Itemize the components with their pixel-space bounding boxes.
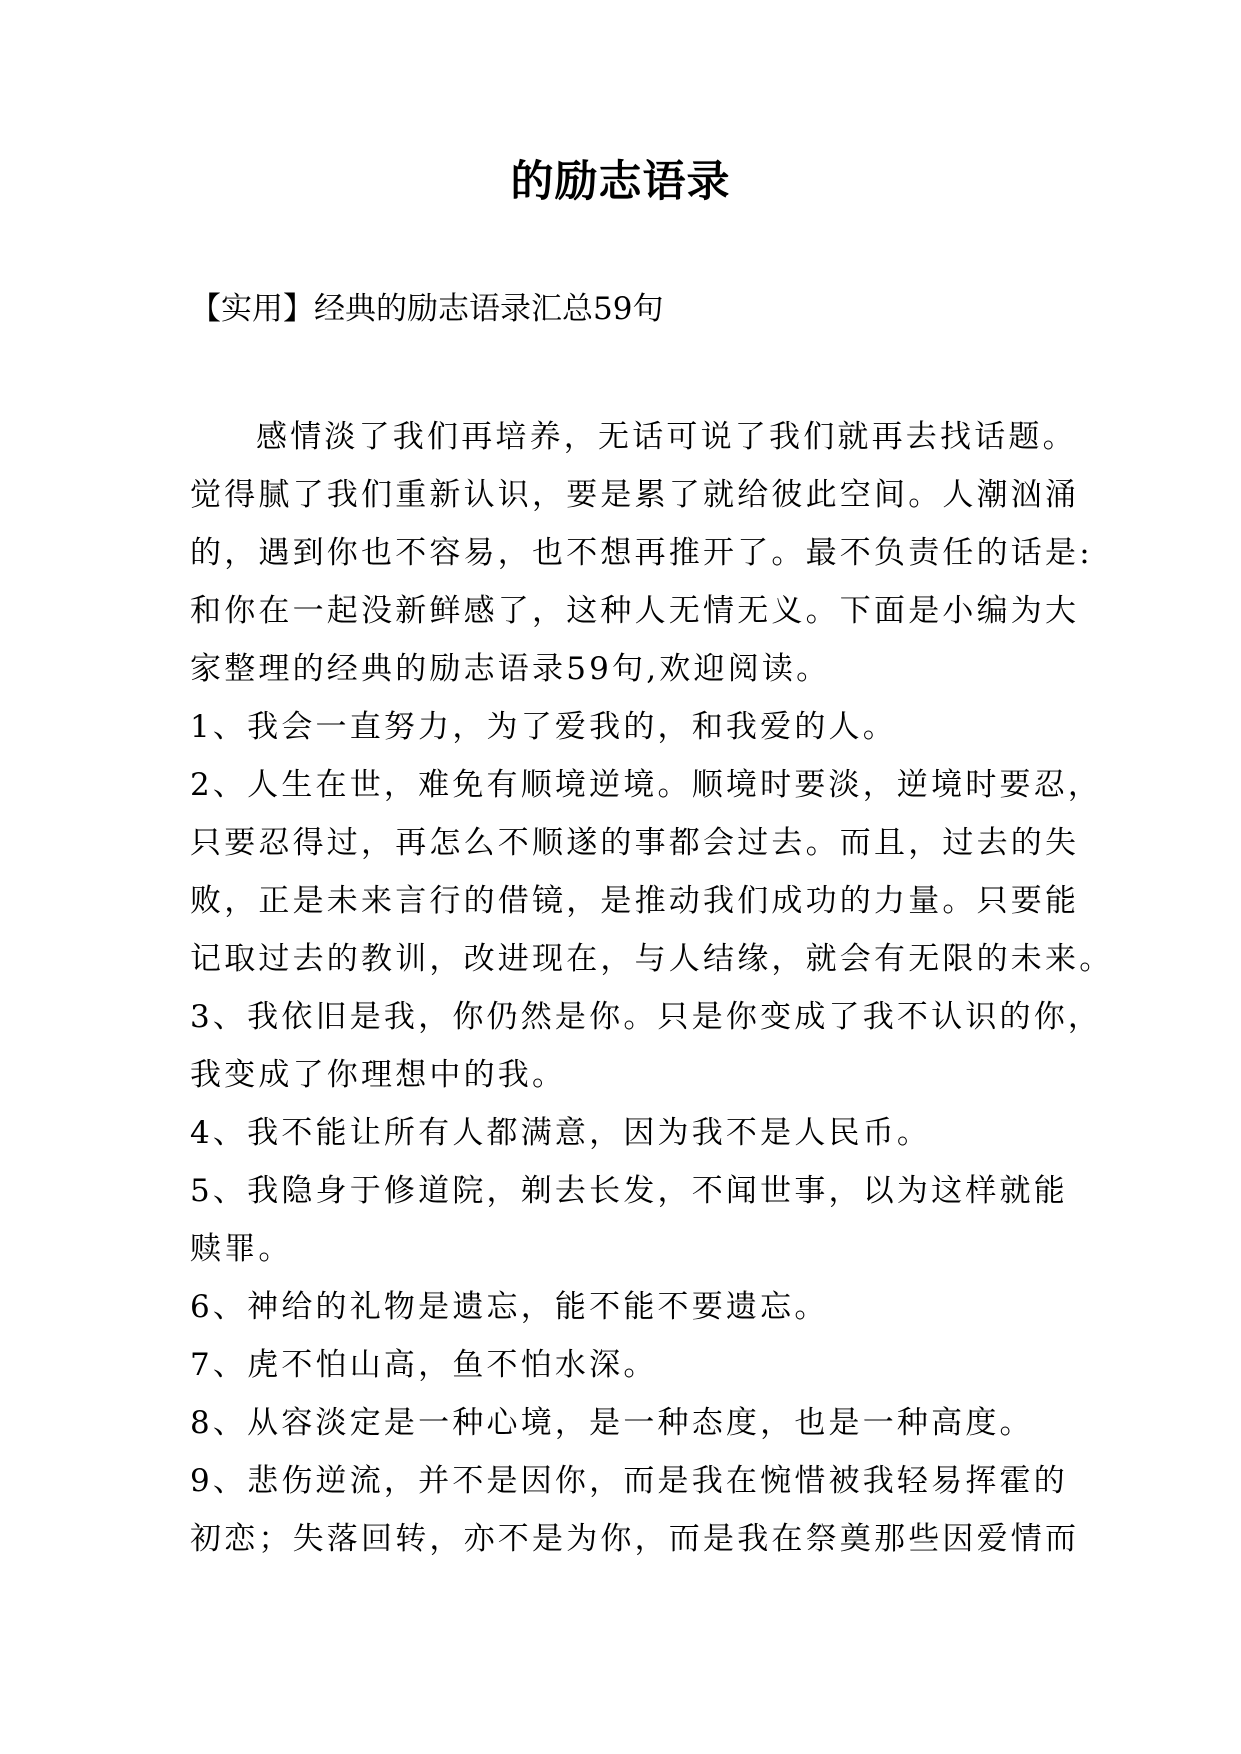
body-line: 7、虎不怕山高，鱼不怕水深。 [190, 1347, 658, 1383]
body-line: 我变成了你理想中的我。 [190, 1057, 567, 1093]
body-line: 和你在一起没新鲜感了，这种人无情无义。下面是小编为大 [190, 593, 1080, 629]
body-line: 初恋；失落回转，亦不是为你，而是我在祭奠那些因爱情而 [190, 1521, 1080, 1557]
document-body [190, 408, 1114, 1568]
body-line: 3、我依旧是我，你仍然是你。只是你变成了我不认识的你， [190, 999, 1103, 1035]
body-line: 6、神给的礼物是遗忘，能不能不要遗忘。 [190, 1289, 829, 1325]
body-line: 感情淡了我们再培养，无话可说了我们就再去找话题。 [256, 419, 1077, 455]
document-title: 的励志语录 [510, 157, 731, 207]
body-line: 9、悲伤逆流，并不是因你，而是我在惋惜被我轻易挥霍的 [190, 1463, 1068, 1499]
body-line: 记取过去的教训，改进现在，与人结缘，就会有无限的未来。 [190, 941, 1114, 977]
body-line: 的，遇到你也不容易，也不想再推开了。最不负责任的话是: [190, 535, 1093, 571]
body-line: 觉得腻了我们重新认识，要是累了就给彼此空间。人潮汹涌 [190, 477, 1080, 513]
body-line: 赎罪。 [190, 1231, 293, 1267]
body-line: 1、我会一直努力，为了爱我的，和我爱的人。 [190, 709, 897, 745]
body-line: 只要忍得过，再怎么不顺遂的事都会过去。而且，过去的失 [190, 825, 1080, 861]
body-line: 8、从容淡定是一种心境，是一种态度，也是一种高度。 [190, 1405, 1034, 1441]
body-line: 2、人生在世，难免有顺境逆境。顺境时要淡，逆境时要忍， [190, 767, 1103, 803]
body-line: 家整理的经典的励志语录59句,欢迎阅读。 [190, 651, 831, 687]
body-line: 4、我不能让所有人都满意，因为我不是人民币。 [190, 1115, 932, 1151]
body-line: 败，正是未来言行的借镜，是推动我们成功的力量。只要能 [190, 883, 1080, 919]
body-line: 5、我隐身于修道院，剃去长发，不闻世事，以为这样就能 [190, 1173, 1068, 1209]
document-subtitle: 【实用】经典的励志语录汇总59句 [190, 291, 664, 327]
